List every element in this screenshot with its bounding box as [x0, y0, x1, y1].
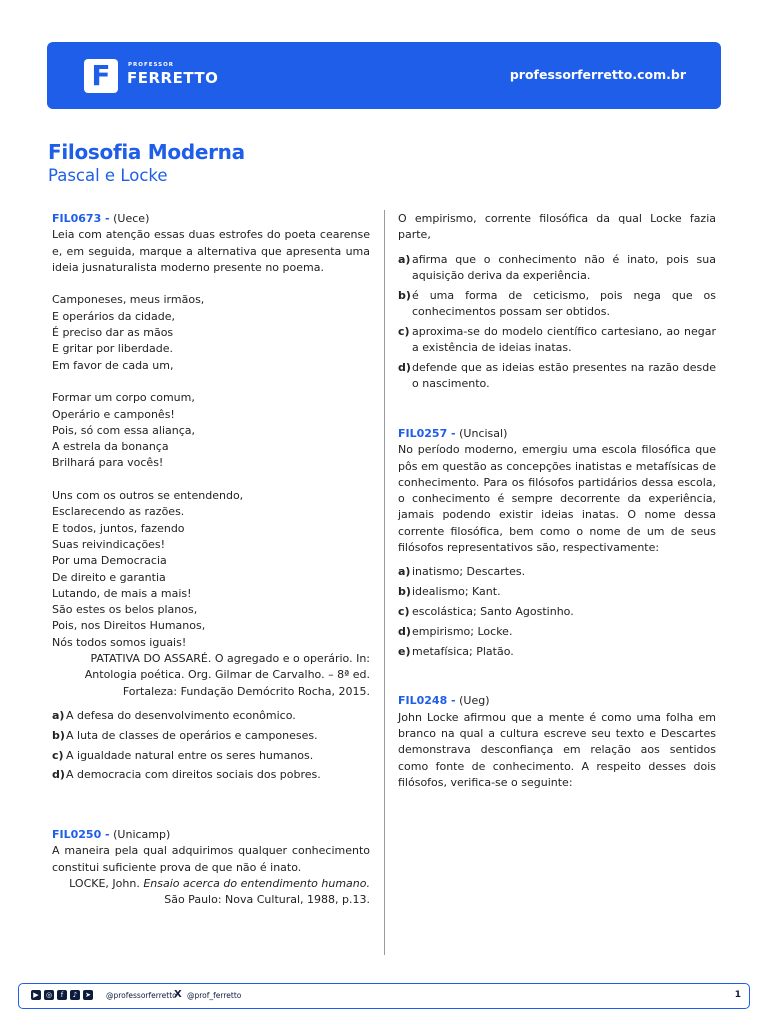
telegram-icon[interactable]: ➤: [83, 990, 93, 1000]
tiktok-icon[interactable]: ♪: [70, 990, 80, 1000]
header-banner: [47, 42, 721, 109]
question-source: (Unicamp): [109, 828, 171, 842]
citation: [52, 876, 370, 909]
poem-line: De direito e garantia: [52, 570, 166, 584]
alternative-b[interactable]: b) idealismo; Kant.: [398, 585, 501, 599]
alternative-a[interactable]: a) afirma que o conhecimento não é inato, pois sua aquisição deriva da experiência.: [398, 252, 716, 282]
citation-line: Fortaleza: Fundação Demócrito Rocha, 2015.: [122, 684, 370, 698]
column-divider: [384, 210, 385, 955]
question-source: (Ueg): [455, 694, 490, 708]
citation-line: PATATIVA DO ASSARÉ. O agregado e o operário. In:: [90, 652, 370, 666]
question-source: (Uece): [109, 212, 150, 225]
site-link[interactable]: professorferretto.com.br: [509, 67, 686, 82]
logo-letter: F: [91, 59, 111, 92]
question-code: FIL0257 -: [398, 426, 456, 440]
poem-line: Operário e camponês!: [52, 407, 175, 421]
poem-line: É preciso dar as mãos: [52, 326, 174, 340]
question-source: (Uncisal): [455, 426, 508, 440]
poem-stanza-gap: [52, 472, 370, 488]
poem-line: Esclarecendo as razões.: [52, 505, 185, 519]
facebook-icon[interactable]: f: [57, 990, 67, 1000]
x-icon[interactable]: X: [174, 989, 182, 1000]
citation: [52, 651, 370, 700]
logo-icon: [84, 59, 118, 93]
alternative-a[interactable]: a) inatismo; Descartes.: [398, 565, 526, 579]
alternative-a[interactable]: a) A defesa do desenvolvimento econômico.: [52, 708, 296, 722]
poem-line: E operários da cidade,: [52, 309, 176, 323]
poem-line: E todos, juntos, fazendo: [52, 521, 185, 535]
alternative-c[interactable]: c) escolástica; Santo Agostinho.: [398, 604, 574, 618]
alternatives-list: [398, 564, 716, 659]
poem-line: São estes os belos planos,: [52, 603, 198, 617]
poem-line: Nós todos somos iguais!: [52, 635, 187, 649]
poem-line: A estrela da bonança: [52, 440, 169, 454]
logo-small-text: PROFESSOR: [128, 62, 175, 68]
poem-line: Em favor de cada um,: [52, 358, 174, 372]
alternatives-list: [52, 708, 370, 784]
citation-line: São Paulo: Nova Cultural, 1988, p.13.: [164, 893, 370, 907]
citation-line: Antologia poética. Org. Gilmar de Carvalho. – 8ª ed.: [84, 668, 370, 682]
alternative-c[interactable]: c) aproxima-se do modelo científico cartesiano, ao negar a existência de ideias inatas.: [398, 324, 716, 355]
poem-line: E gritar por liberdade.: [52, 342, 173, 356]
alternative-c[interactable]: c) A igualdade natural entre os seres humanos.: [52, 748, 314, 762]
instagram-icon[interactable]: ◎: [45, 991, 53, 999]
alternatives-list: [398, 252, 716, 393]
poem-line: Por uma Democracia: [52, 554, 167, 568]
question-statement: A maneira pela qual adquirimos qualquer conhecimento constitui suficiente prova de que não é inato.: [52, 844, 370, 874]
question-header-q1: [52, 211, 370, 227]
alternative-e[interactable]: e) metafísica; Platão.: [398, 644, 514, 658]
poem-line: Lutando, de mais a mais!: [52, 586, 192, 600]
alternative-b[interactable]: b) é uma forma de ceticismo, pois nega que os conhecimentos possam ser obtidos.: [398, 288, 716, 318]
left-column: [52, 211, 370, 909]
question-header-q4: [398, 693, 716, 709]
question-header-q2: [52, 827, 370, 843]
page-title: Filosofia Moderna: [48, 140, 245, 164]
alternative-d[interactable]: d) empirismo; Locke.: [398, 624, 513, 638]
question-code: FIL0250 -: [52, 828, 110, 842]
page-number: 1: [734, 990, 741, 1000]
citation-line: LOCKE, John. Ensaio acerca do entendimento humano.: [69, 876, 370, 890]
youtube-icon[interactable]: ▶: [31, 990, 41, 1000]
question-statement: No período moderno, emergiu uma escola filosófica que pôs em questão as concepções inatistas e metafísicas de conhecimento. Para os filósofos partidários dessa escola, o conhecimento é sempre decorrente da experiência, jamais podendo existir ideias inatas. O nome dessa corrente filosófica, bem como o nome de um de seus filósofos representativos são, respectivamente:: [398, 443, 716, 555]
poem-line: Uns com os outros se entendendo,: [52, 489, 244, 503]
poem-line: Formar um corpo comum,: [52, 391, 195, 405]
poem-line: Pois, nos Direitos Humanos,: [52, 619, 206, 633]
alternative-d[interactable]: d) A democracia com direitos sociais dos pobres.: [52, 768, 321, 782]
question-statement: John Locke afirmou que a mente é como uma folha em branco na qual a cultura escreve seu texto e Descartes demonstrava desconfiança em relação aos sentidos como fonte de conhecimento. A respeito desses dois filósofos, verifica-se o seguinte:: [398, 710, 716, 789]
poem-line: Brilhará para vocês!: [52, 456, 164, 470]
poem-line: Pois, só com essa aliança,: [52, 423, 196, 437]
alternative-b[interactable]: b) A luta de classes de operários e camponeses.: [52, 728, 318, 742]
poem: [52, 292, 370, 651]
question-header-q3: [398, 426, 716, 442]
social-icons: [31, 990, 93, 1000]
logo-brand-name: FERRETTO: [127, 69, 219, 87]
poem-stanza-gap: [52, 374, 370, 390]
alternative-d[interactable]: d) defende que as ideias estão presentes na razão desde o nascimento.: [398, 360, 716, 391]
right-column: [398, 211, 716, 791]
question-statement: Leia com atenção essas duas estrofes do poeta cearense e, em seguida, marque a alternativa que apresenta uma ideia jusnaturalista moderno presente no poema.: [52, 228, 370, 274]
page-subtitle: Pascal e Locke: [48, 166, 168, 185]
question-code: FIL0673 -: [52, 212, 110, 225]
question-code: FIL0248 -: [398, 694, 456, 708]
question-continuation: O empirismo, corrente filosófica da qual Locke fazia parte,: [398, 212, 716, 242]
poem-line: Camponeses, meus irmãos,: [52, 293, 205, 307]
social-handle-x[interactable]: @prof_ferretto: [187, 991, 242, 1000]
footer-bar: [18, 983, 750, 1009]
social-handle[interactable]: @professorferretto: [106, 991, 177, 1000]
poem-line: Suas reivindicações!: [52, 537, 166, 551]
